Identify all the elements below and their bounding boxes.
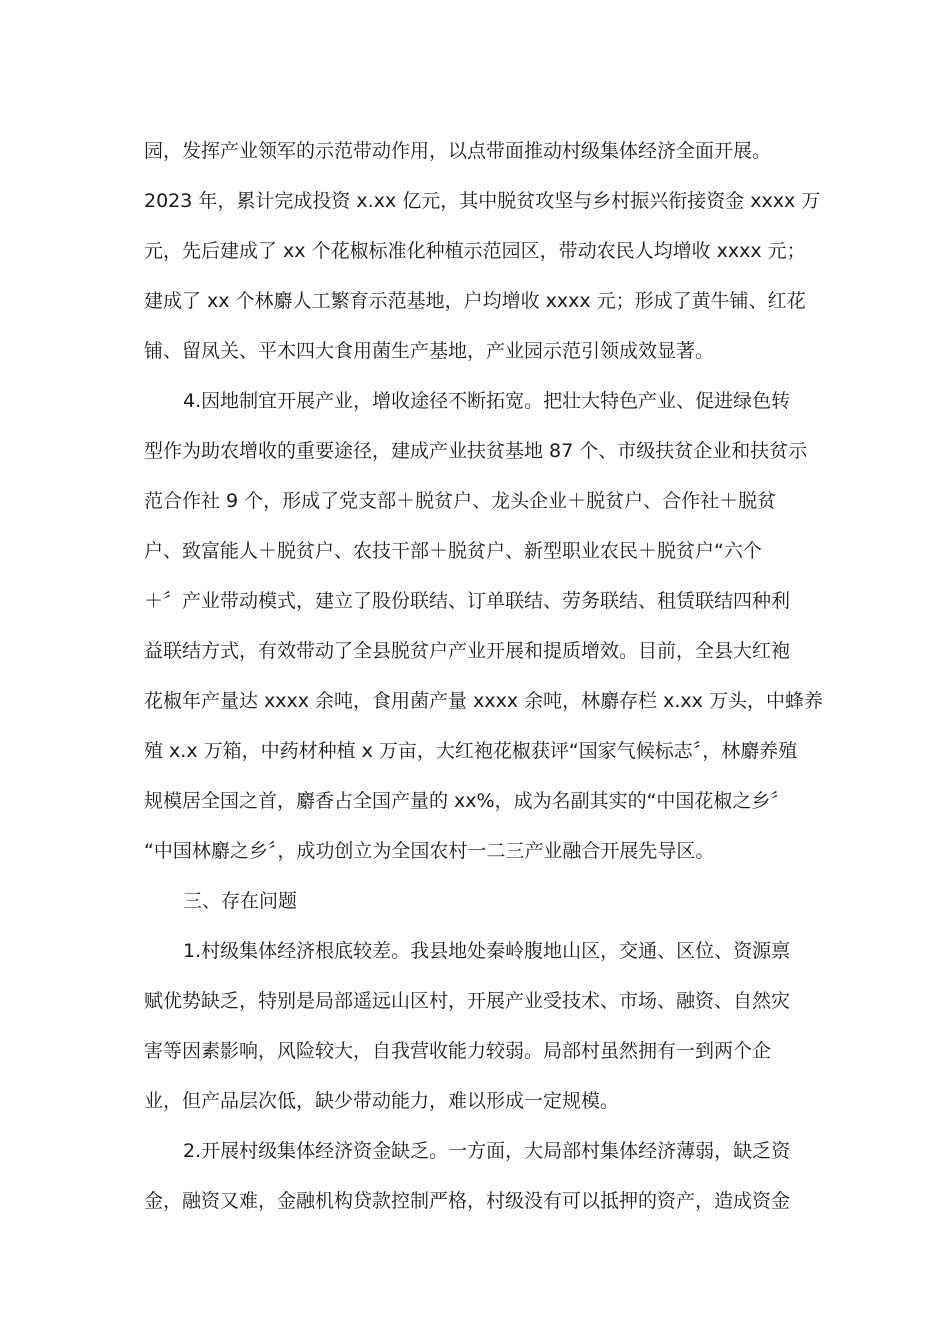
text-line: 园，发挥产业领军的示范带动作用，以点带面推动村级集体经济全面开展。 xyxy=(144,140,772,162)
text-line: 花椒年产量达 xxxx 余吨，食用菌产量 xxxx 余吨，林麝存栏 x.xx 万头，中蜂养 xyxy=(144,690,823,712)
paragraph-start-line: 2.开展村级集体经济资金缺乏。一方面，大局部村集体经济薄弱，缺乏资 xyxy=(183,1140,791,1162)
text-line: 金，融资又难，金融机构贷款控制严格，村级没有可以抵押的资产，造成资金 xyxy=(144,1190,791,1212)
text-line: 元，先后建成了 xx 个花椒标准化种植示范园区，带动农民人均增收 xxxx 元； xyxy=(144,240,806,262)
text-line: 规模居全国之首，麝香占全国产量的 xx%，成为名副其实的“中国花椒之乡〞 xyxy=(144,790,790,812)
text-line: “中国林麝之乡〞，成功创立为全国农村一二三产业融合开展先导区。 xyxy=(144,840,715,862)
text-line: ＋〞产业带动模式，建立了股份联结、订单联结、劳务联结、租赁联结四种利 xyxy=(144,590,791,612)
text-line: 户、致富能人＋脱贫户、农技干部＋脱贫户、新型职业农民＋脱贫户“六个 xyxy=(144,540,762,562)
text-line: 殖 x.x 万箱，中药材种植 x 万亩，大红袍花椒获评“国家气候标志〞，林麝养殖 xyxy=(144,740,798,762)
paragraph-start-line: 4.因地制宜开展产业，增收途径不断拓宽。把壮大特色产业、促进绿色转 xyxy=(183,390,791,412)
section-heading: 三、存在问题 xyxy=(183,890,298,912)
text-line: 铺、留凤关、平木四大食用菌生产基地，产业园示范引领成效显著。 xyxy=(144,340,715,362)
text-line: 建成了 xx 个林麝人工繁育示范基地，户均增收 xxxx 元；形成了黄牛铺、红花 xyxy=(144,290,806,312)
paragraph-start-line: 1.村级集体经济根底较差。我县地处秦岭腹地山区，交通、区位、资源禀 xyxy=(183,940,791,962)
text-line: 范合作社 9 个，形成了党支部＋脱贫户、龙头企业＋脱贫户、合作社＋脱贫 xyxy=(144,490,777,512)
text-line: 益联结方式，有效带动了全县脱贫户产业开展和提质增效。目前，全县大红袍 xyxy=(144,640,791,662)
text-line: 业，但产品层次低，缺少带动能力，难以形成一定规模。 xyxy=(144,1090,620,1112)
text-line: 型作为助农增收的重要途径，建成产业扶贫基地 87 个、市级扶贫企业和扶贫示 xyxy=(144,440,808,462)
text-line: 赋优势缺乏，特别是局部遥远山区村，开展产业受技术、市场、融资、自然灾 xyxy=(144,990,791,1012)
text-line: 2023 年，累计完成投资 x.xx 亿元，其中脱贫攻坚与乡村振兴衔接资金 xxxx 万 xyxy=(144,190,821,212)
text-line: 害等因素影响，风险较大，自我营收能力较弱。局部村虽然拥有一到两个企 xyxy=(144,1040,772,1062)
